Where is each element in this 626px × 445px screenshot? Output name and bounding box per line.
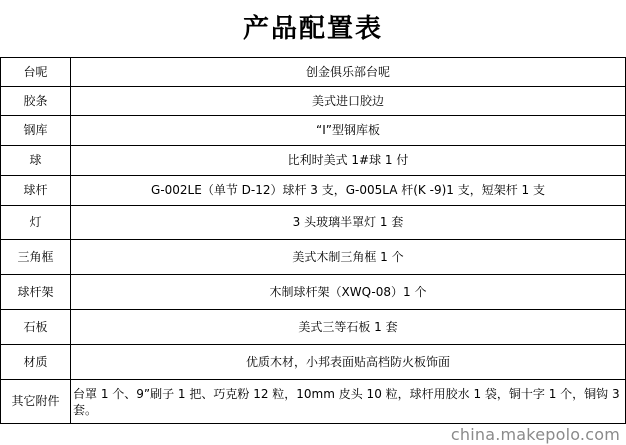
table-row — [1, 345, 626, 380]
table-row — [1, 146, 626, 176]
table-row — [1, 240, 626, 275]
row-label: 球杆 — [1, 176, 71, 206]
row-label: 石板 — [1, 310, 71, 345]
table-row — [1, 380, 626, 424]
row-label: 其它附件 — [1, 380, 71, 424]
row-label: 球杆架 — [1, 275, 71, 310]
row-label: 材质 — [1, 345, 71, 380]
row-value: 比利时美式 1#球 1 付 — [71, 146, 626, 176]
row-value: “I”型钢库板 — [71, 116, 626, 146]
row-value: G-002LE（单节 D-12）球杆 3 支，G-005LA 杆(K -9)1 支，短架杆 1 支 — [71, 176, 626, 206]
row-value: 美式木制三角框 1 个 — [71, 240, 626, 275]
watermark: china.makepolo.com — [450, 425, 620, 444]
row-value: 创金俱乐部台呢 — [71, 58, 626, 87]
table-row — [1, 206, 626, 240]
table-row — [1, 176, 626, 206]
row-value: 美式三等石板 1 套 — [71, 310, 626, 345]
row-value: 台罩 1 个、9”刷子 1 把、巧克粉 12 粒，10mm 皮头 10 粒，球杆用胶水 1 袋，铜十字 1 个，铜钩 3 套。 — [71, 380, 626, 424]
table-row — [1, 275, 626, 310]
row-label: 球 — [1, 146, 71, 176]
table-row — [1, 58, 626, 87]
row-value: 3 头玻璃半罩灯 1 套 — [71, 206, 626, 240]
row-label: 灯 — [1, 206, 71, 240]
row-label: 钢库 — [1, 116, 71, 146]
row-value: 美式进口胶边 — [71, 87, 626, 116]
row-label: 胶条 — [1, 87, 71, 116]
row-label: 三角框 — [1, 240, 71, 275]
row-label: 台呢 — [1, 58, 71, 87]
row-value: 优质木材，小邦表面贴高档防火板饰面 — [71, 345, 626, 380]
page-title: 产品配置表 — [242, 14, 383, 44]
table-row — [1, 87, 626, 116]
table-row — [1, 116, 626, 146]
table-row — [1, 310, 626, 345]
config-table — [0, 57, 626, 424]
row-value: 木制球杆架（XWQ-08）1 个 — [71, 275, 626, 310]
